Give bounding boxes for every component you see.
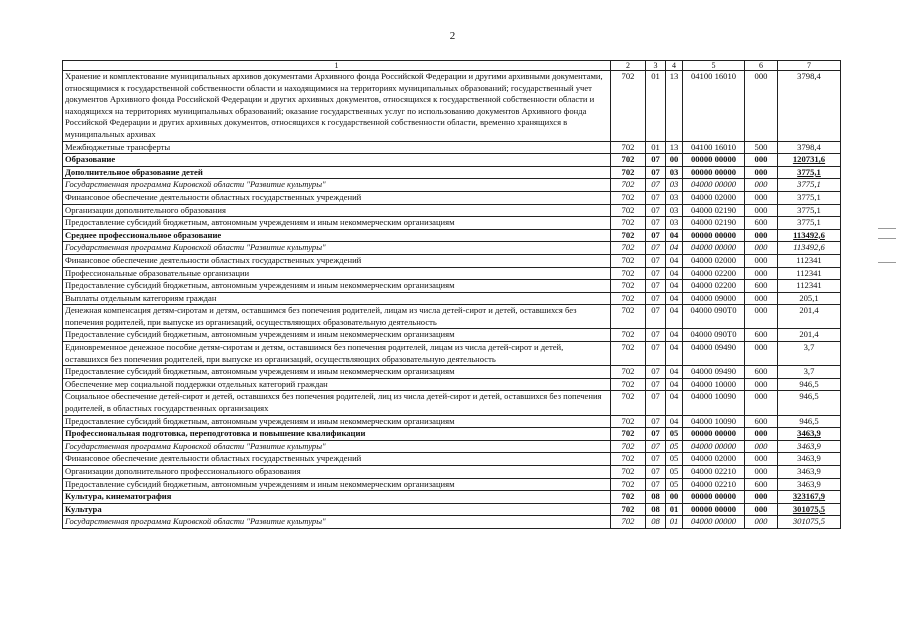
- target-article-code: 04000 02210: [683, 466, 745, 479]
- target-article-code: 04000 02000: [683, 254, 745, 267]
- subsection-code: 05: [666, 453, 683, 466]
- ministry-code: 702: [611, 242, 646, 255]
- expense-type-code: 000: [745, 466, 778, 479]
- section-code: 07: [646, 217, 666, 230]
- row-name: Культура: [63, 503, 611, 516]
- expense-type-code: 000: [745, 516, 778, 529]
- ministry-code: 702: [611, 415, 646, 428]
- ministry-code: 702: [611, 166, 646, 179]
- target-article-code: 04000 10090: [683, 391, 745, 415]
- section-code: 07: [646, 428, 666, 441]
- section-code: 01: [646, 141, 666, 154]
- ministry-code: 702: [611, 267, 646, 280]
- table-row: [63, 267, 841, 280]
- amount: 112341: [778, 267, 841, 280]
- ministry-code: 702: [611, 391, 646, 415]
- target-article-code: 04000 02190: [683, 217, 745, 230]
- subsection-code: 13: [666, 141, 683, 154]
- amount: 201,4: [778, 305, 841, 329]
- row-name: Предоставление субсидий бюджетным, автономным учреждениям и иным некоммерческим организациям: [63, 415, 611, 428]
- target-article-code: 04000 09000: [683, 292, 745, 305]
- expense-type-code: 000: [745, 254, 778, 267]
- section-code: 07: [646, 440, 666, 453]
- row-name: Денежная компенсация детям-сиротам и детям, оставшимся без попечения родителей, лицам из числа детей-сирот и детей, оставшихся без попечения родителей, при выпуске из организаций, осуществляющих образовательную деятельность: [63, 305, 611, 329]
- expense-type-code: 500: [745, 141, 778, 154]
- target-article-code: 04000 10000: [683, 378, 745, 391]
- ministry-code: 702: [611, 191, 646, 204]
- subsection-code: 05: [666, 466, 683, 479]
- amount: 3775,1: [778, 217, 841, 230]
- section-code: 07: [646, 179, 666, 192]
- ministry-code: 702: [611, 71, 646, 142]
- amount: 112341: [778, 254, 841, 267]
- table-row: [63, 254, 841, 267]
- expense-type-code: 000: [745, 378, 778, 391]
- table-row: [63, 342, 841, 366]
- section-code: 07: [646, 166, 666, 179]
- subsection-code: 04: [666, 280, 683, 293]
- expense-type-code: 000: [745, 491, 778, 504]
- target-article-code: 00000 00000: [683, 428, 745, 441]
- subsection-code: 04: [666, 391, 683, 415]
- section-code: 07: [646, 154, 666, 167]
- section-code: 08: [646, 491, 666, 504]
- subsection-code: 04: [666, 329, 683, 342]
- ministry-code: 702: [611, 204, 646, 217]
- target-article-code: 04000 10090: [683, 415, 745, 428]
- expense-type-code: 000: [745, 292, 778, 305]
- subsection-code: 04: [666, 415, 683, 428]
- row-name: Обеспечение мер социальной поддержки отдельных категорий граждан: [63, 378, 611, 391]
- table-row: [63, 491, 841, 504]
- expense-type-code: 000: [745, 191, 778, 204]
- subsection-code: 13: [666, 71, 683, 142]
- table-row: [63, 415, 841, 428]
- amount: 946,5: [778, 391, 841, 415]
- expense-type-code: 600: [745, 415, 778, 428]
- ministry-code: 702: [611, 154, 646, 167]
- row-name: Организации дополнительного образования: [63, 204, 611, 217]
- page-number: 2: [449, 30, 456, 42]
- expense-type-code: 600: [745, 478, 778, 491]
- ministry-code: 702: [611, 366, 646, 379]
- row-name: Дополнительное образование детей: [63, 166, 611, 179]
- subsection-code: 03: [666, 217, 683, 230]
- table-row: [63, 391, 841, 415]
- section-code: 07: [646, 254, 666, 267]
- expense-type-code: 000: [745, 342, 778, 366]
- section-code: 07: [646, 391, 666, 415]
- amount: 113492,6: [778, 242, 841, 255]
- section-code: 07: [646, 366, 666, 379]
- ministry-code: 702: [611, 503, 646, 516]
- subsection-code: 04: [666, 366, 683, 379]
- target-article-code: 00000 00000: [683, 491, 745, 504]
- table-row: [63, 440, 841, 453]
- expense-type-code: 000: [745, 179, 778, 192]
- section-code: 07: [646, 415, 666, 428]
- subsection-code: 03: [666, 166, 683, 179]
- row-name: Предоставление субсидий бюджетным, автономным учреждениям и иным некоммерческим организациям: [63, 329, 611, 342]
- expense-type-code: 600: [745, 366, 778, 379]
- amount: 3463,9: [778, 466, 841, 479]
- amount: 3,7: [778, 366, 841, 379]
- row-name: Финансовое обеспечение деятельности областных государственных учреждений: [63, 191, 611, 204]
- subsection-code: 04: [666, 267, 683, 280]
- row-name: Предоставление субсидий бюджетным, автономным учреждениям и иным некоммерческим организациям: [63, 280, 611, 293]
- column-number: 4: [666, 61, 683, 71]
- expense-type-code: 000: [745, 166, 778, 179]
- expense-type-code: 600: [745, 280, 778, 293]
- margin-mark: [878, 262, 896, 263]
- table-row: [63, 292, 841, 305]
- amount: 3775,1: [778, 191, 841, 204]
- section-code: 08: [646, 516, 666, 529]
- expense-type-code: 000: [745, 154, 778, 167]
- row-name: Единовременное денежное пособие детям-сиротам и детям, оставшимся без попечения родителей, лицам из числа детей-сирот и детей, оставшихся без попечения родителей, при выпуске из организаций, осуществляющих образовательную деятельность: [63, 342, 611, 366]
- ministry-code: 702: [611, 254, 646, 267]
- section-code: 07: [646, 478, 666, 491]
- ministry-code: 702: [611, 305, 646, 329]
- amount: 301075,5: [778, 503, 841, 516]
- target-article-code: 04100 16010: [683, 71, 745, 142]
- amount: 201,4: [778, 329, 841, 342]
- table-row: [63, 191, 841, 204]
- table-row: [63, 280, 841, 293]
- column-number: 3: [646, 61, 666, 71]
- expense-type-code: 000: [745, 440, 778, 453]
- ministry-code: 702: [611, 378, 646, 391]
- ministry-code: 702: [611, 478, 646, 491]
- amount: 120731,6: [778, 154, 841, 167]
- table-row: [63, 466, 841, 479]
- subsection-code: 04: [666, 229, 683, 242]
- table-row: [63, 478, 841, 491]
- expense-type-code: 000: [745, 428, 778, 441]
- amount: 301075,5: [778, 516, 841, 529]
- table-row: [63, 154, 841, 167]
- row-name: Профессиональные образовательные организации: [63, 267, 611, 280]
- amount: 3463,9: [778, 453, 841, 466]
- row-name: Предоставление субсидий бюджетным, автономным учреждениям и иным некоммерческим организациям: [63, 478, 611, 491]
- target-article-code: 04000 00000: [683, 242, 745, 255]
- table-row: [63, 242, 841, 255]
- row-name: Межбюджетные трансферты: [63, 141, 611, 154]
- ministry-code: 702: [611, 466, 646, 479]
- table-row: [63, 204, 841, 217]
- subsection-code: 04: [666, 242, 683, 255]
- section-code: 07: [646, 204, 666, 217]
- subsection-code: 04: [666, 305, 683, 329]
- row-name: Финансовое обеспечение деятельности областных государственных учреждений: [63, 254, 611, 267]
- expense-type-code: 000: [745, 503, 778, 516]
- target-article-code: 00000 00000: [683, 229, 745, 242]
- expense-type-code: 000: [745, 204, 778, 217]
- section-code: 07: [646, 453, 666, 466]
- target-article-code: 04000 090Т0: [683, 329, 745, 342]
- table-row: [63, 503, 841, 516]
- target-article-code: 00000 00000: [683, 154, 745, 167]
- section-code: 08: [646, 503, 666, 516]
- amount: 3775,1: [778, 179, 841, 192]
- expense-type-code: 600: [745, 217, 778, 230]
- target-article-code: 04000 02210: [683, 478, 745, 491]
- target-article-code: 04000 09490: [683, 342, 745, 366]
- column-number: 5: [683, 61, 745, 71]
- section-code: 07: [646, 242, 666, 255]
- table-row: [63, 141, 841, 154]
- amount: 3775,1: [778, 204, 841, 217]
- section-code: 07: [646, 305, 666, 329]
- amount: 113492,6: [778, 229, 841, 242]
- amount: 112341: [778, 280, 841, 293]
- amount: 946,5: [778, 415, 841, 428]
- ministry-code: 702: [611, 229, 646, 242]
- expense-type-code: 000: [745, 305, 778, 329]
- table-row: [63, 305, 841, 329]
- table-row: [63, 453, 841, 466]
- column-number: 1: [63, 61, 611, 71]
- row-name: Государственная программа Кировской области "Развитие культуры": [63, 516, 611, 529]
- subsection-code: 00: [666, 154, 683, 167]
- target-article-code: 04000 02190: [683, 204, 745, 217]
- target-article-code: 04000 00000: [683, 440, 745, 453]
- table-row: [63, 71, 841, 142]
- target-article-code: 04100 16010: [683, 141, 745, 154]
- column-number: 6: [745, 61, 778, 71]
- expense-type-code: 000: [745, 71, 778, 142]
- subsection-code: 05: [666, 428, 683, 441]
- expense-type-code: 000: [745, 229, 778, 242]
- row-name: Предоставление субсидий бюджетным, автономным учреждениям и иным некоммерческим организациям: [63, 217, 611, 230]
- expense-type-code: 000: [745, 242, 778, 255]
- column-number: 7: [778, 61, 841, 71]
- ministry-code: 702: [611, 453, 646, 466]
- subsection-code: 04: [666, 342, 683, 366]
- section-code: 07: [646, 191, 666, 204]
- ministry-code: 702: [611, 292, 646, 305]
- table-row: [63, 166, 841, 179]
- column-number-row: [63, 61, 841, 71]
- expense-type-code: 000: [745, 267, 778, 280]
- table-row: [63, 428, 841, 441]
- ministry-code: 702: [611, 516, 646, 529]
- section-code: 07: [646, 280, 666, 293]
- amount: 323167,9: [778, 491, 841, 504]
- row-name: Хранение и комплектование муниципальных архивов документами Архивного фонда Российской Федерации и другими архивными документами, относящимися к государственной собственности области и находящимися на территориях муниципальных образований; государственный учет документов Архивного фонда Российской Федерации и других архивных документов, относящихся к государственной собственности области и находящихся на территориях муниципальных образований; оказание государственных услуг по использованию документов Архивного фонда Российской Федерации и других архивных документов, относящихся к государственной собственности области, временно хранящихся в муниципальных архивах: [63, 71, 611, 142]
- amount: 3775,1: [778, 166, 841, 179]
- ministry-code: 702: [611, 329, 646, 342]
- row-name: Образование: [63, 154, 611, 167]
- table-row: [63, 378, 841, 391]
- subsection-code: 05: [666, 478, 683, 491]
- row-name: Государственная программа Кировской области "Развитие культуры": [63, 242, 611, 255]
- row-name: Предоставление субсидий бюджетным, автономным учреждениям и иным некоммерческим организациям: [63, 366, 611, 379]
- section-code: 07: [646, 466, 666, 479]
- table-row: [63, 366, 841, 379]
- target-article-code: 00000 00000: [683, 503, 745, 516]
- section-code: 07: [646, 267, 666, 280]
- subsection-code: 03: [666, 204, 683, 217]
- amount: 3,7: [778, 342, 841, 366]
- ministry-code: 702: [611, 342, 646, 366]
- section-code: 07: [646, 342, 666, 366]
- target-article-code: 04000 00000: [683, 179, 745, 192]
- expense-type-code: 000: [745, 453, 778, 466]
- expense-type-code: 000: [745, 391, 778, 415]
- amount: 3463,9: [778, 428, 841, 441]
- subsection-code: 01: [666, 516, 683, 529]
- ministry-code: 702: [611, 428, 646, 441]
- ministry-code: 702: [611, 179, 646, 192]
- row-name: Государственная программа Кировской области "Развитие культуры": [63, 179, 611, 192]
- subsection-code: 04: [666, 378, 683, 391]
- table-row: [63, 179, 841, 192]
- amount: 205,1: [778, 292, 841, 305]
- ministry-code: 702: [611, 440, 646, 453]
- ministry-code: 702: [611, 217, 646, 230]
- amount: 3798,4: [778, 141, 841, 154]
- subsection-code: 04: [666, 254, 683, 267]
- amount: 3463,9: [778, 478, 841, 491]
- table-row: [63, 229, 841, 242]
- amount: 946,5: [778, 378, 841, 391]
- target-article-code: 04000 02200: [683, 267, 745, 280]
- row-name: Выплаты отдельным категориям граждан: [63, 292, 611, 305]
- target-article-code: 04000 00000: [683, 516, 745, 529]
- target-article-code: 04000 090Т0: [683, 305, 745, 329]
- margin-mark: [878, 238, 896, 239]
- subsection-code: 01: [666, 503, 683, 516]
- table-row: [63, 217, 841, 230]
- table-row: [63, 329, 841, 342]
- row-name: Профессиональная подготовка, переподготовка и повышение квалификации: [63, 428, 611, 441]
- subsection-code: 03: [666, 191, 683, 204]
- column-number: 2: [611, 61, 646, 71]
- target-article-code: 00000 00000: [683, 166, 745, 179]
- row-name: Социальное обеспечение детей-сирот и детей, оставшихся без попечения родителей, лиц из числа детей-сирот и детей, оставшихся без попечения родителей, в областных государственных организациях: [63, 391, 611, 415]
- amount: 3463,9: [778, 440, 841, 453]
- row-name: Среднее профессиональное образование: [63, 229, 611, 242]
- section-code: 07: [646, 292, 666, 305]
- ministry-code: 702: [611, 280, 646, 293]
- margin-mark: [878, 228, 896, 229]
- section-code: 07: [646, 329, 666, 342]
- subsection-code: 05: [666, 440, 683, 453]
- section-code: 07: [646, 229, 666, 242]
- subsection-code: 04: [666, 292, 683, 305]
- target-article-code: 04000 02000: [683, 191, 745, 204]
- section-code: 01: [646, 71, 666, 142]
- subsection-code: 03: [666, 179, 683, 192]
- row-name: Культура, кинематография: [63, 491, 611, 504]
- target-article-code: 04000 09490: [683, 366, 745, 379]
- row-name: Организации дополнительного профессионального образования: [63, 466, 611, 479]
- target-article-code: 04000 02000: [683, 453, 745, 466]
- expense-type-code: 600: [745, 329, 778, 342]
- subsection-code: 00: [666, 491, 683, 504]
- table-row: [63, 516, 841, 529]
- ministry-code: 702: [611, 141, 646, 154]
- row-name: Финансовое обеспечение деятельности областных государственных учреждений: [63, 453, 611, 466]
- budget-table: [62, 60, 841, 529]
- ministry-code: 702: [611, 491, 646, 504]
- section-code: 07: [646, 378, 666, 391]
- row-name: Государственная программа Кировской области "Развитие культуры": [63, 440, 611, 453]
- target-article-code: 04000 02200: [683, 280, 745, 293]
- amount: 3798,4: [778, 71, 841, 142]
